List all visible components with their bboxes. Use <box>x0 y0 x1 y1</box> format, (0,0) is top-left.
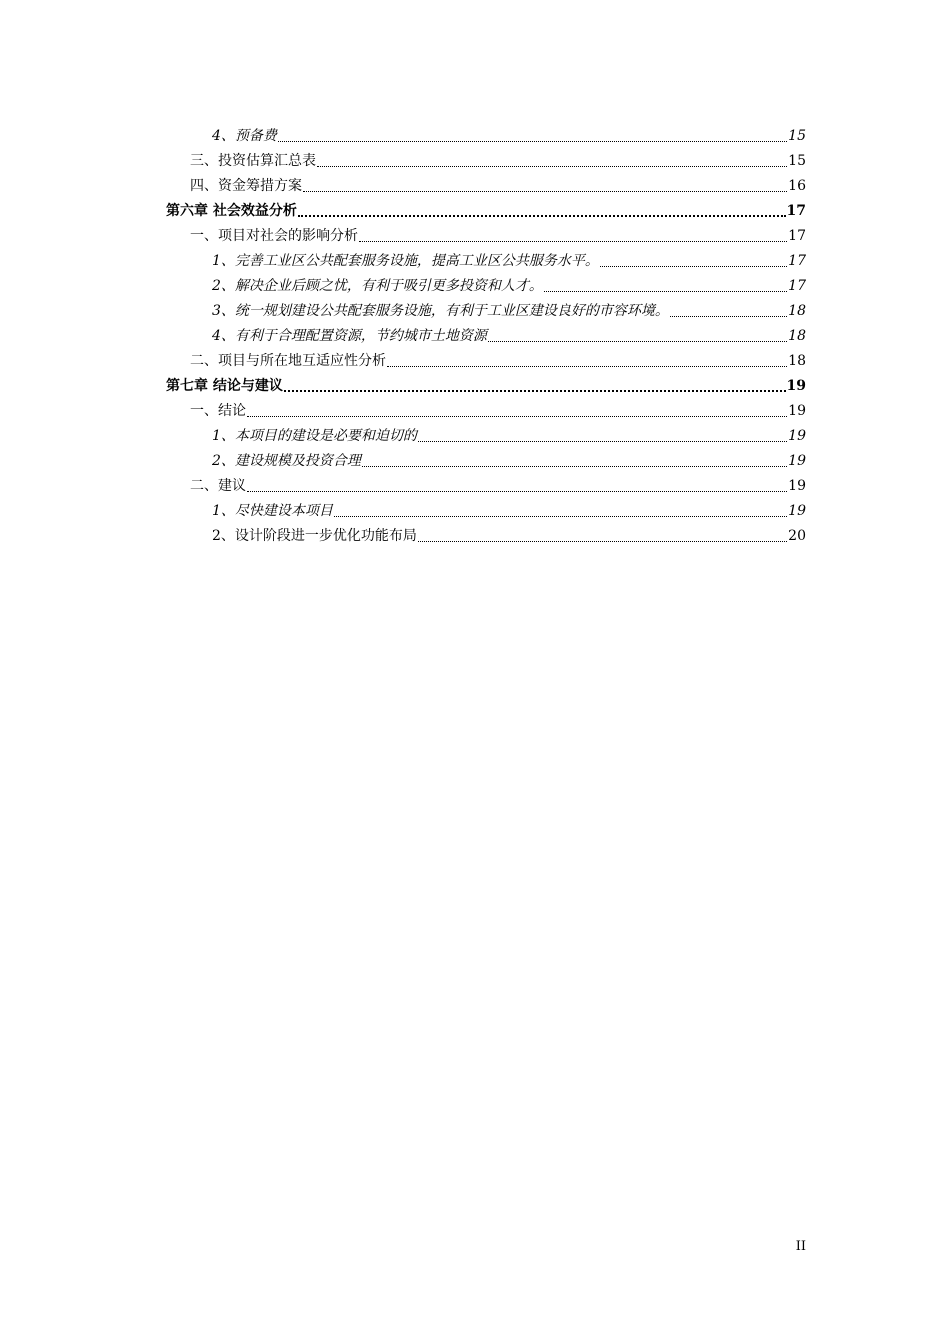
toc-entry[interactable] <box>212 299 806 323</box>
toc-entry-page: 17 <box>786 203 806 219</box>
toc-entry-page: 15 <box>788 128 806 144</box>
toc-entry-title: 1、本项目的建设是必要和迫切的 <box>212 428 417 444</box>
toc-entry-page: 18 <box>788 328 806 344</box>
toc-entry-title: 二、建议 <box>190 478 246 494</box>
toc-entry-page: 17 <box>788 253 806 269</box>
toc-entry[interactable] <box>190 174 806 198</box>
page-number: II <box>795 1239 806 1254</box>
dot-leader <box>670 316 787 317</box>
toc-entry-title: 3、统一规划建设公共配套服务设施，有利于工业区建设良好的市容环境。 <box>212 303 669 319</box>
toc-entry[interactable] <box>212 449 806 473</box>
toc-entry-title: 四、资金筹措方案 <box>190 178 302 194</box>
toc-entry-title: 2、设计阶段进一步优化功能布局 <box>212 528 417 544</box>
dot-leader <box>284 390 786 392</box>
toc-entry-page: 19 <box>788 428 806 444</box>
toc-entry[interactable] <box>212 324 806 348</box>
dot-leader <box>278 141 787 142</box>
toc-entry-title: 4、有利于合理配置资源，节约城市土地资源 <box>212 328 487 344</box>
toc-entry[interactable] <box>212 274 806 298</box>
toc-entry[interactable] <box>212 424 806 448</box>
dot-leader <box>544 291 787 292</box>
toc-entry-title: 2、解决企业后顾之忧，有利于吸引更多投资和人才。 <box>212 278 543 294</box>
dot-leader <box>418 541 787 542</box>
dot-leader <box>418 441 787 442</box>
toc-entry-title: 二、项目与所在地互适应性分析 <box>190 353 386 369</box>
toc-entry-page: 18 <box>788 353 806 369</box>
toc-entry-page: 16 <box>788 178 806 194</box>
toc-entry-page: 17 <box>788 278 806 294</box>
toc-entry-page: 17 <box>788 228 806 244</box>
toc-entry-page: 19 <box>788 453 806 469</box>
toc-entry[interactable] <box>190 474 806 498</box>
dot-leader <box>600 266 787 267</box>
toc-entry-page: 20 <box>788 528 806 544</box>
toc-entry[interactable] <box>190 399 806 423</box>
toc-entry-title: 2、建设规模及投资合理 <box>212 453 361 469</box>
toc-entry-page: 19 <box>788 503 806 519</box>
toc-entry-title: 4、预备费 <box>212 128 277 144</box>
toc-entry-title: 第七章 结论与建议 <box>166 378 283 394</box>
dot-leader <box>317 166 787 167</box>
toc-entry-page: 15 <box>788 153 806 169</box>
dot-leader <box>359 241 787 242</box>
dot-leader <box>362 466 787 467</box>
toc-entry-title: 1、完善工业区公共配套服务设施，提高工业区公共服务水平。 <box>212 253 599 269</box>
dot-leader <box>387 366 787 367</box>
dot-leader <box>298 215 786 217</box>
toc-entry[interactable] <box>212 124 806 148</box>
toc-chapter-entry[interactable] <box>166 374 806 398</box>
toc-entry-page: 19 <box>788 403 806 419</box>
toc-entry[interactable] <box>212 249 806 273</box>
toc-entry-page: 18 <box>788 303 806 319</box>
toc-chapter-entry[interactable] <box>166 199 806 223</box>
toc-entry[interactable] <box>212 524 806 548</box>
toc-entry-title: 一、结论 <box>190 403 246 419</box>
toc-entry[interactable] <box>190 349 806 373</box>
dot-leader <box>247 491 787 492</box>
dot-leader <box>303 191 787 192</box>
toc-entry-page: 19 <box>788 478 806 494</box>
toc-entry-title: 1、尽快建设本项目 <box>212 503 333 519</box>
toc-entry-page: 19 <box>786 378 806 394</box>
dot-leader <box>247 416 787 417</box>
toc-entry-title: 第六章 社会效益分析 <box>166 203 297 219</box>
dot-leader <box>334 516 787 517</box>
toc-entry[interactable] <box>190 149 806 173</box>
toc-entry-title: 一、项目对社会的影响分析 <box>190 228 358 244</box>
toc-entry[interactable] <box>190 224 806 248</box>
toc-entry-title: 三、投资估算汇总表 <box>190 153 316 169</box>
toc-entry[interactable] <box>212 499 806 523</box>
dot-leader <box>488 341 787 342</box>
